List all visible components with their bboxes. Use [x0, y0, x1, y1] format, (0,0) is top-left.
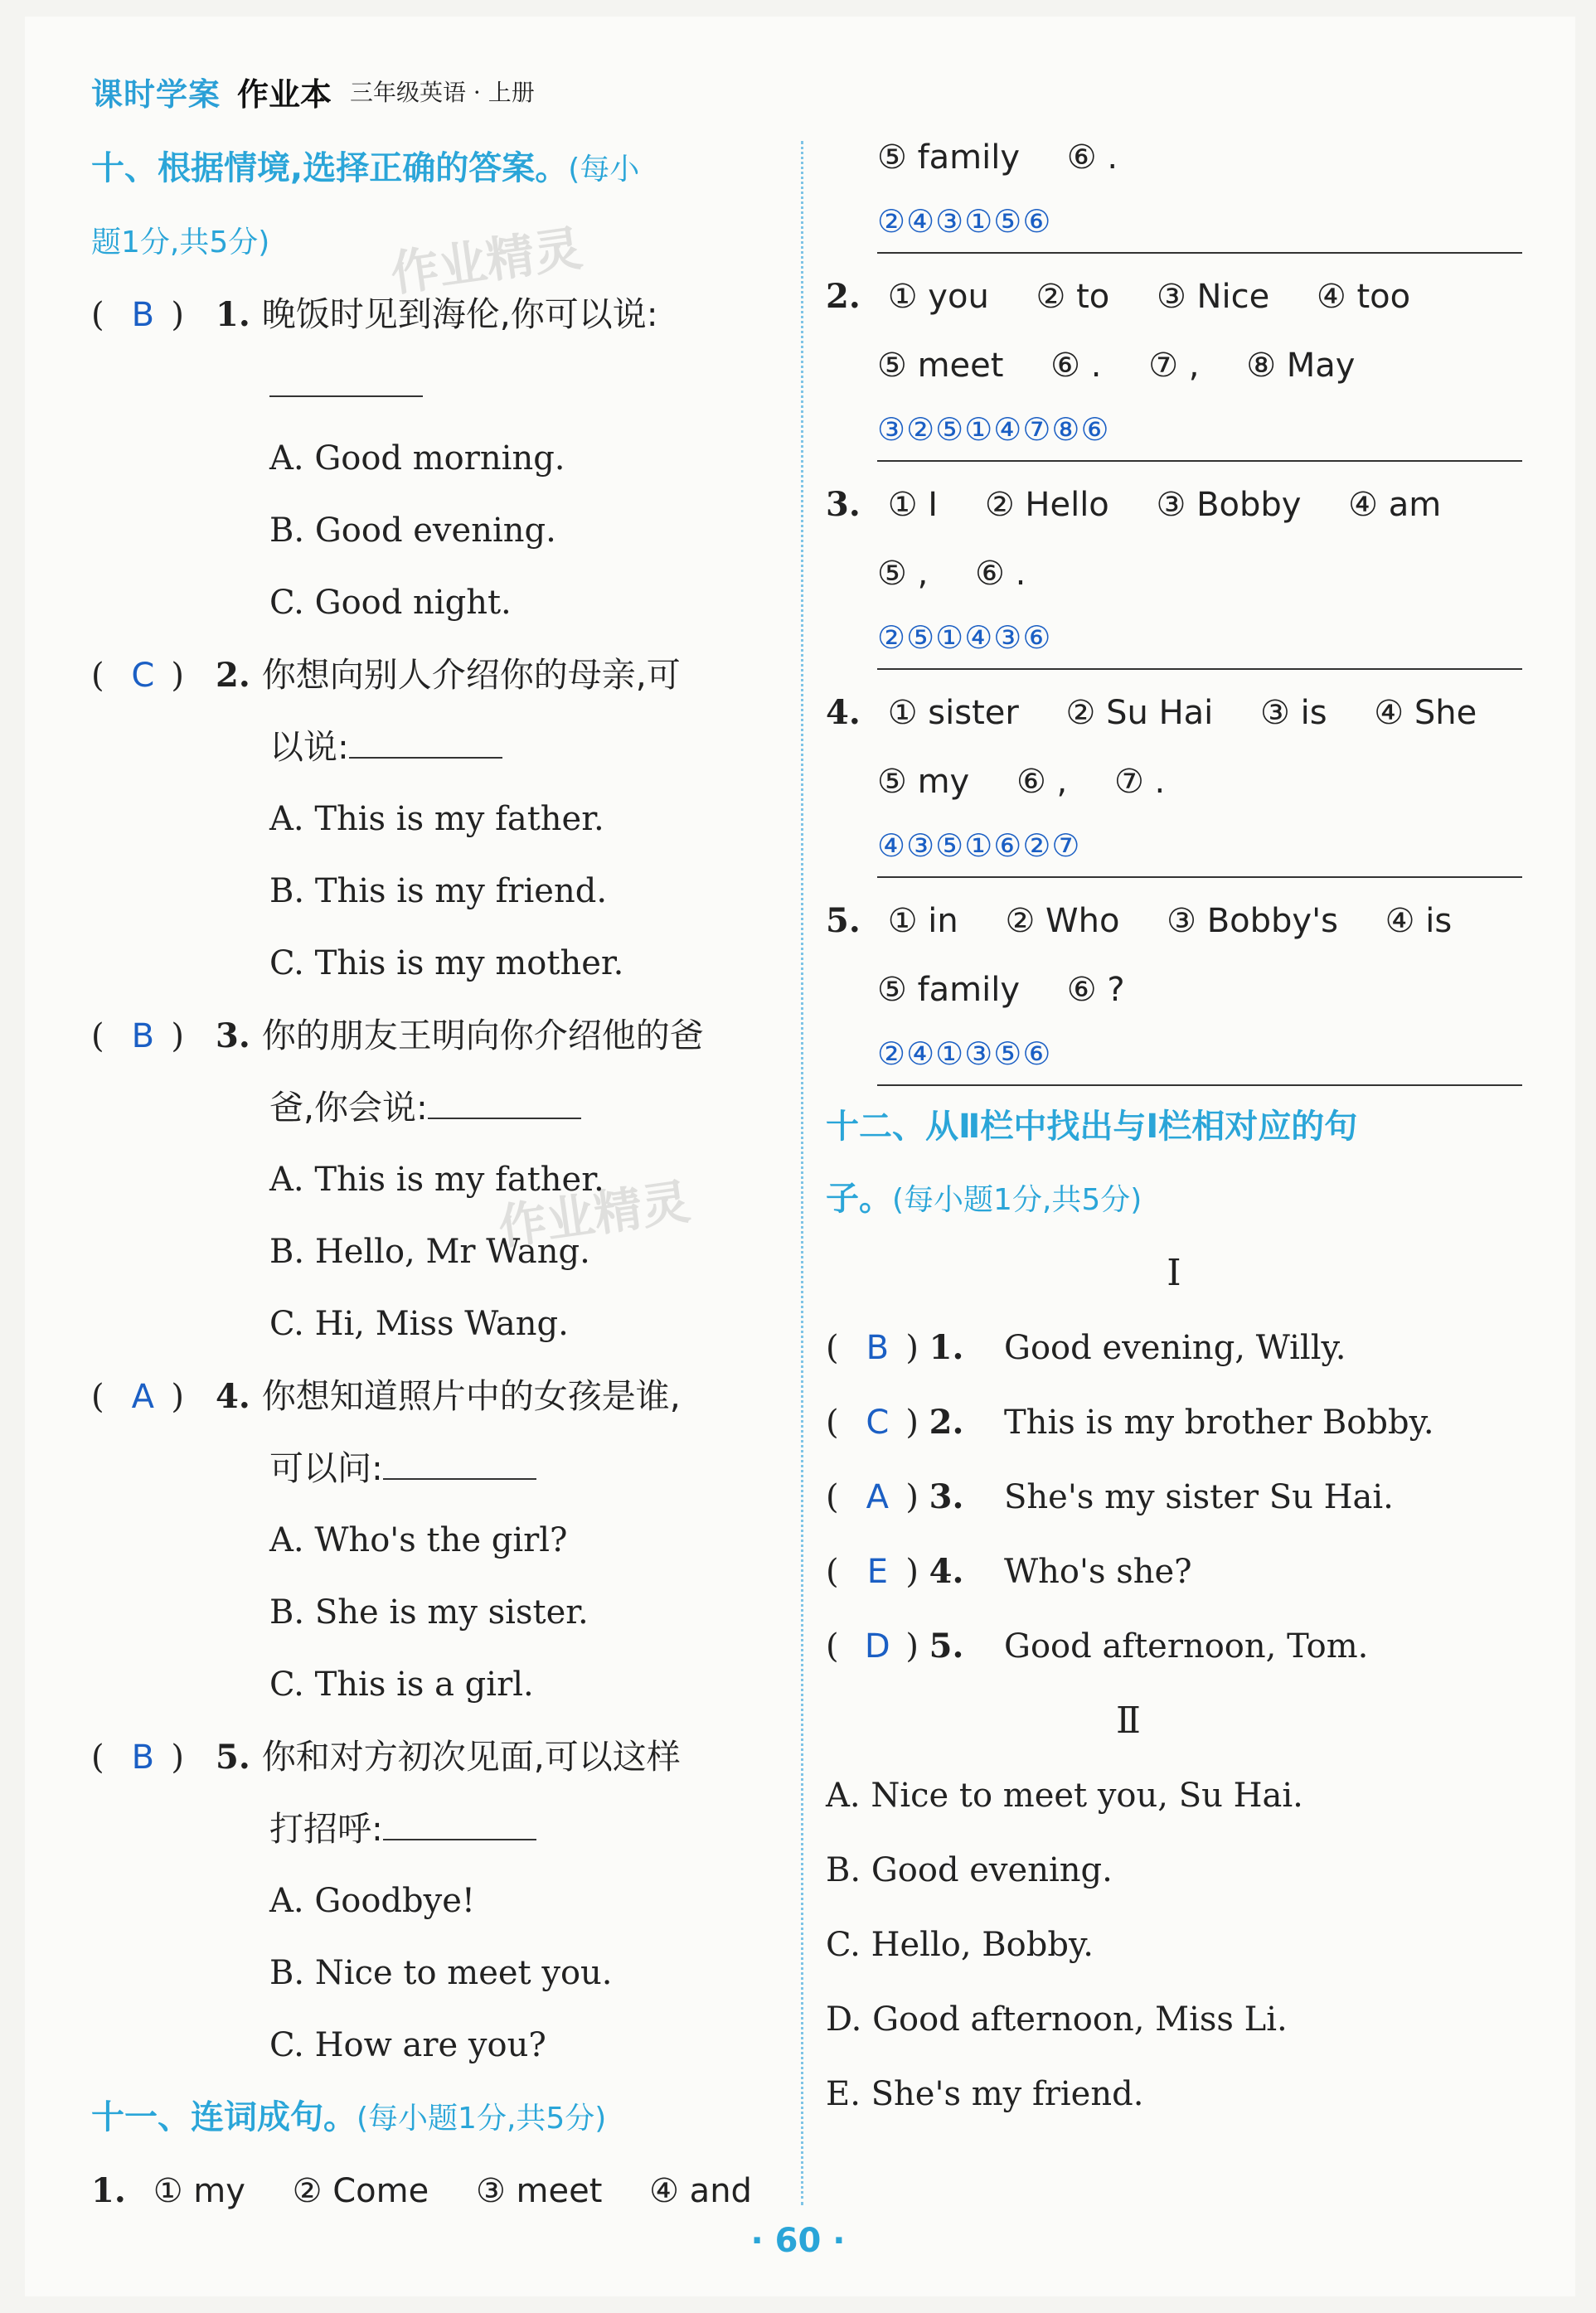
word-order-q1-cont: ⑤ family ⑥ . — [877, 138, 1118, 177]
match-row: ( E ) 4. Who's she? — [826, 1535, 1522, 1609]
option: A. This is my father. — [269, 1161, 604, 1199]
question-row: ( B ) 3. 你的朋友王明向你介绍他的爸 — [91, 1000, 788, 1072]
word-order-row: ⑤ my ⑥ , ⑦ . — [877, 763, 1166, 801]
question-text: 你的朋友王明向你介绍他的爸 — [261, 1016, 704, 1055]
match-option: A. Nice to meet you, Su Hai. — [826, 1777, 1303, 1815]
section-10-title: 十、根据情境,选择正确的答案。(每小 — [91, 149, 640, 187]
question-text: 晚饭时见到海伦,你可以说: — [261, 294, 658, 334]
watermark: 作业精灵 — [387, 220, 586, 303]
match-row: ( C ) 2. This is my brother Bobby. — [826, 1385, 1522, 1460]
answer-blank — [428, 1093, 581, 1119]
option: C. This is my mother. — [269, 944, 624, 982]
question-text: 你想知道照片中的女孩是谁, — [261, 1376, 681, 1416]
option: A. This is my father. — [269, 800, 604, 838]
option: C. Good night. — [269, 584, 512, 622]
answer-letter: E — [866, 1553, 888, 1591]
answer-letter: B — [131, 296, 155, 334]
left-column — [91, 133, 788, 2227]
match-option: B. Good evening. — [826, 1851, 1113, 1889]
book-title: 作业本 — [237, 75, 332, 113]
answer-sequence: ④③⑤①⑥②⑦ — [877, 815, 1522, 878]
answer-letter: A — [131, 1378, 155, 1416]
section-12-title-cont: 子。(每小题1分,共5分) — [826, 1180, 1142, 1218]
match-text: She's my sister Su Hai. — [1004, 1478, 1394, 1516]
match-row: ( D ) 5. Good afternoon, Tom. — [826, 1609, 1522, 1684]
answer-letter: D — [864, 1627, 890, 1666]
option: B. Nice to meet you. — [269, 1954, 613, 1992]
word-order-row: 5. ① in ② Who ③ Bobby's ④ is — [826, 901, 1453, 940]
question-text: 你和对方初次见面,可以这样 — [261, 1737, 681, 1777]
word-order-row: 2. ① you ② to ③ Nice ④ too — [826, 277, 1411, 316]
answer-letter: B — [866, 1329, 890, 1367]
word-order-row: 4. ① sister ② Su Hai ③ is ④ She — [826, 693, 1477, 732]
word-order-row: ⑤ , ⑥ . — [877, 555, 1026, 593]
answer-sequence: ②④①③⑤⑥ — [877, 1023, 1522, 1086]
answer-letter: B — [131, 1017, 155, 1055]
section-12-title: 十二、从Ⅱ栏中找出与Ⅰ栏相对应的句 — [826, 1108, 1358, 1146]
column-two-label: Ⅱ — [1116, 1700, 1141, 1742]
word-order-row: ⑤ family ⑥ ? — [877, 971, 1125, 1009]
answer-letter: B — [131, 1738, 155, 1777]
answer-sequence: ②⑤①④③⑥ — [877, 607, 1522, 670]
match-option: E. She's my friend. — [826, 2075, 1144, 2113]
word-order-row: ⑤ meet ⑥ . ⑦ , ⑧ May — [877, 347, 1356, 385]
option: A. Who's the girl? — [269, 1521, 568, 1559]
question-text: 爸,你会说: — [269, 1088, 428, 1127]
word-order-q1: 1. ① my ② Come ③ meet ④ and — [91, 2171, 752, 2210]
brand-title: 课时学案 — [91, 75, 221, 113]
match-text: This is my brother Bobby. — [1004, 1404, 1434, 1442]
option: B. Hello, Mr Wang. — [269, 1233, 590, 1271]
match-row: ( B ) 1. Good evening, Willy. — [826, 1311, 1522, 1385]
option: B. This is my friend. — [269, 872, 608, 910]
column-one-label: Ⅰ — [1167, 1252, 1181, 1294]
question-row: ( B ) 1. 晚饭时见到海伦,你可以说: — [91, 279, 788, 351]
option: A. Good morning. — [269, 439, 565, 478]
question-row: ( A ) 4. 你想知道照片中的女孩是谁, — [91, 1360, 788, 1433]
answer-sequence: ②④③①⑤⑥ — [877, 191, 1522, 254]
answer-blank — [91, 351, 788, 423]
option: C. This is a girl. — [269, 1666, 534, 1704]
match-text: Good afternoon, Tom. — [1004, 1627, 1369, 1666]
section-10-note: 题1分,共5分) — [91, 225, 270, 259]
answer-letter: A — [866, 1478, 890, 1516]
option: C. Hi, Miss Wang. — [269, 1305, 569, 1343]
match-text: Good evening, Willy. — [1004, 1329, 1346, 1367]
option: A. Goodbye! — [269, 1882, 475, 1920]
question-row: ( C ) 2. 你想向别人介绍你的母亲,可 — [91, 639, 788, 711]
watermark: 作业精灵 — [495, 1173, 694, 1256]
answer-blank — [349, 732, 502, 759]
answer-blank — [383, 1814, 536, 1840]
answer-letter: C — [131, 657, 155, 695]
column-divider — [801, 141, 803, 2205]
book-subtitle: 三年级英语 · 上册 — [350, 79, 535, 106]
section-11-title: 十一、连词成句。(每小题1分,共5分) — [91, 2098, 607, 2136]
page-header — [91, 66, 535, 116]
question-text: 以说: — [269, 727, 349, 767]
option: C. How are you? — [269, 2026, 546, 2064]
match-row: ( A ) 3. She's my sister Su Hai. — [826, 1460, 1522, 1535]
question-text: 打招呼: — [269, 1809, 383, 1849]
question-text: 你想向别人介绍你的母亲,可 — [261, 655, 681, 695]
option: B. Good evening. — [269, 512, 556, 550]
match-option: C. Hello, Bobby. — [826, 1926, 1094, 1964]
right-column — [826, 124, 1522, 2131]
option: B. She is my sister. — [269, 1593, 589, 1632]
answer-blank — [383, 1453, 536, 1480]
match-option: D. Good afternoon, Miss Li. — [826, 2000, 1288, 2039]
question-text: 可以问: — [269, 1448, 383, 1488]
answer-letter: C — [866, 1404, 890, 1442]
question-row: ( B ) 5. 你和对方初次见面,可以这样 — [91, 1721, 788, 1793]
answer-sequence: ③②⑤①④⑦⑧⑥ — [877, 399, 1522, 462]
page-number: · 60 · — [750, 2222, 846, 2260]
word-order-row: 3. ① I ② Hello ③ Bobby ④ am — [826, 485, 1442, 524]
match-text: Who's she? — [1004, 1553, 1192, 1591]
